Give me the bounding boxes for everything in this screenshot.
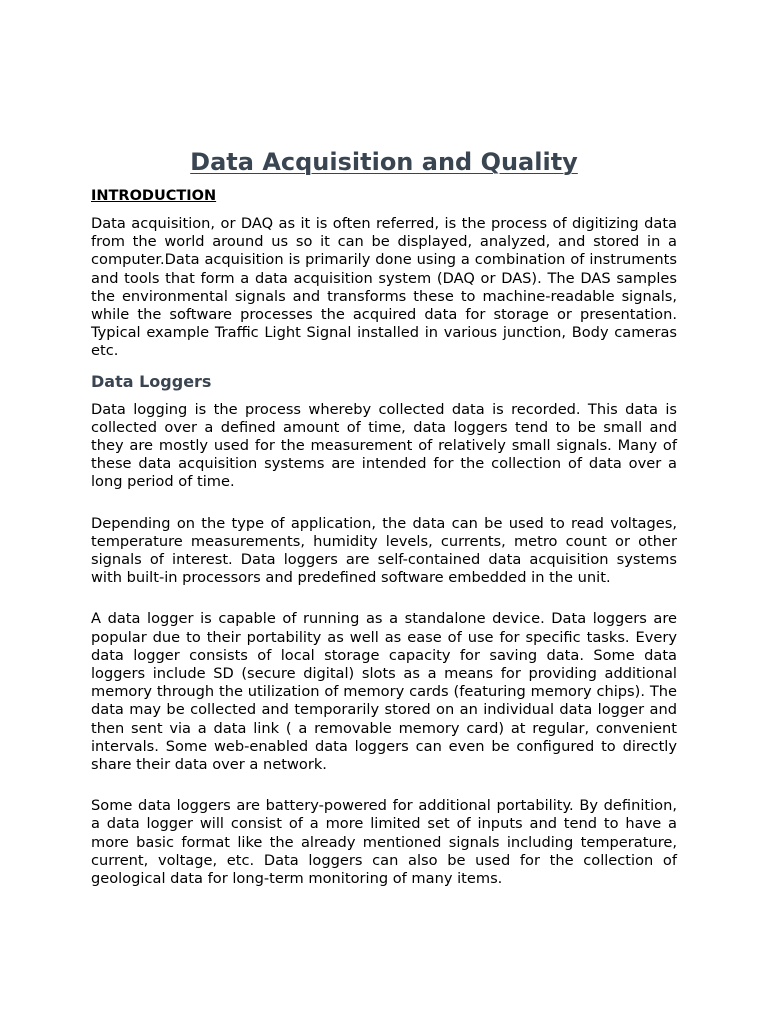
data-loggers-heading: Data Loggers	[91, 371, 212, 391]
document-title: Data Acquisition and Quality	[190, 148, 578, 176]
introduction-paragraph: Data acquisition, or DAQ as it is often referred, is the process of digitizing data from the world around us so it can be displayed, analyzed, and stored in a computer.Data acquisition is primarily done using a combination of instruments and tools that form a data acquisition system (DAQ or DAS). The DAS samples the environmental signals and transforms these to machine-readable signals, while the software processes the acquired data for storage or presentation. Typical example Traffic Light Signal installed in various junction, Body cameras etc.	[91, 215, 677, 360]
introduction-label: INTRODUCTION	[91, 188, 217, 204]
data-loggers-paragraph-3: A data logger is capable of running as a standalone device. Data loggers are popular due to their portability as well as ease of use for specific tasks. Every data logger consists of local storage capacity for saving data. Some data loggers include SD (secure digital) slots as a means for providing additional memory through the utilization of memory cards (featuring memory chips). The data may be collected and temporarily stored on an individual data logger and then sent via a data link ( a removable memory card) at regular, convenient intervals. Some web-enabled data loggers can even be configured to directly share their data over a network.	[91, 610, 677, 774]
data-loggers-paragraph-1: Data logging is the process whereby collected data is recorded. This data is collected over a defined amount of time, data loggers tend to be small and they are mostly used for the measurement of relatively small signals. Many of these data acquisition systems are intended for the collection of data over a long period of time.	[91, 400, 677, 491]
data-loggers-paragraph-4: Some data loggers are battery-powered for additional portability. By definition, a data logger will consist of a more limited set of inputs and tend to have a more basic format like the already mentioned signals including temperature, current, voltage, etc. Data loggers can also be used for the collection of geological data for long-term monitoring of many items.	[91, 797, 677, 888]
data-loggers-paragraph-2: Depending on the type of application, the data can be used to read voltages, temperature measurements, humidity levels, currents, metro count or other signals of interest. Data loggers are self-contained data acquisition systems with built-in processors and predefined software embedded in the unit.	[91, 514, 677, 587]
document-content	[91, 146, 677, 888]
